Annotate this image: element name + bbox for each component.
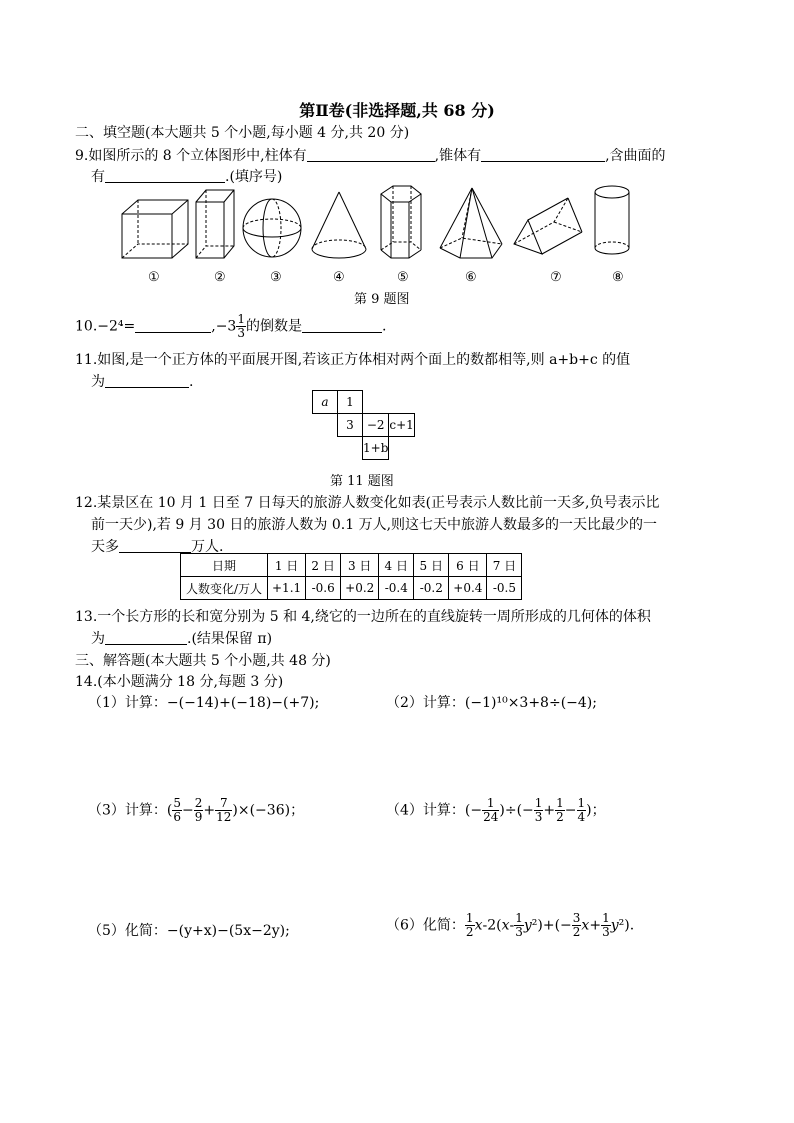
q14-p4-pre: （4）计算：(− xyxy=(386,802,483,819)
fraction-1-4: $\frac{1}{4}$ xyxy=(577,796,586,824)
fraction-3-2: $\frac{3}{2}$ xyxy=(572,911,581,939)
q10-text-c: 的倒数是 xyxy=(245,318,302,335)
question-14-heading: 14.(本小题满分 18 分,每题 3 分) xyxy=(75,674,284,690)
q12-blank[interactable] xyxy=(119,538,191,553)
cylinder-figure xyxy=(595,186,629,254)
question-11-line2 xyxy=(91,371,193,391)
fraction-1-2: $\frac{1}{2}$ xyxy=(465,911,474,939)
fraction-1-24: $\frac{1}{24}$ xyxy=(483,796,499,824)
figure-label-2: ② xyxy=(214,270,226,285)
fraction-1-2: $\frac{1}{2}$ xyxy=(556,796,564,824)
q9-blank-pyramid[interactable] xyxy=(481,147,605,162)
q9-text-a: 9.如图所示的 8 个立体图形中,柱体有 xyxy=(75,148,307,164)
section-heading-fill-in: 二、填空题(本大题共 5 个小题,每小题 4 分,共 20 分) xyxy=(75,125,410,141)
pyramid-figure xyxy=(440,188,502,258)
net-cell-a: a xyxy=(313,391,338,414)
q11-text-b: . xyxy=(189,374,194,390)
net-cell-c-plus-1: c+1 xyxy=(389,414,414,437)
q13-text-b: .(结果保留 π) xyxy=(187,631,273,647)
question-10 xyxy=(75,313,386,340)
table-row xyxy=(181,554,522,577)
net-cell-1-plus-b: 1+b xyxy=(363,437,389,460)
q12-text-a: 天多 xyxy=(91,539,119,555)
table-cell: 3 日 xyxy=(341,554,379,577)
q14-part-3: （3）计算：( $\frac{5}{6}$ − $\frac{2}{9}$ + $\frac{7}{12}$ )×(−36)； xyxy=(88,796,305,824)
sphere-figure xyxy=(243,199,301,257)
table-cell: 人数变化/万人 xyxy=(181,577,268,600)
fraction-5-6: $\frac{5}{6}$ xyxy=(173,796,182,824)
table-cell: -0.4 xyxy=(379,577,414,600)
q14-p6-post: ). xyxy=(624,917,635,934)
q14-p3-post: )×(−36)； xyxy=(232,802,305,819)
cuboid-figure xyxy=(196,190,234,258)
q10-fraction: $\frac{1}{3}$ xyxy=(237,312,245,340)
q10-text-d: . xyxy=(381,318,387,335)
tourist-table xyxy=(180,553,522,600)
q10-text-b: ,−3 xyxy=(211,318,237,335)
q10-blank-2[interactable] xyxy=(302,318,382,333)
q14-part-2: （2）计算：(−1)¹⁰×3+8÷(−4); xyxy=(386,695,597,711)
fraction-1-3: $\frac{1}{3}$ xyxy=(515,911,523,939)
cone-figure xyxy=(312,192,366,258)
figure-label-6: ⑥ xyxy=(465,270,477,285)
table-cell: -0.2 xyxy=(414,577,449,600)
q11-blank[interactable] xyxy=(105,373,189,388)
q14-p6-pre: （6）化简： xyxy=(386,917,465,934)
q14-part-4: （4）计算：(− $\frac{1}{24}$ )÷(− $\frac{1}{3}$ + $\frac{1}{2}$ − $\frac{1}{4}$ )； xyxy=(386,796,606,824)
question-13-line2 xyxy=(91,628,272,648)
figure-label-5: ⑤ xyxy=(397,270,409,285)
question-11-line1: 11.如图,是一个正方体的平面展开图,若该正方体相对两个面上的数都相等,则 a+b+c 的值 xyxy=(75,352,631,368)
q9-text-b: ,锥体有 xyxy=(434,148,482,164)
q11-text-a: 为 xyxy=(91,374,105,390)
net-cell-3: 3 xyxy=(338,414,363,437)
fraction-2-9: $\frac{2}{9}$ xyxy=(194,796,203,824)
q9-text-e: .(填序号) xyxy=(225,169,283,185)
q14-p3-pre: （3）计算：( xyxy=(88,802,173,819)
q13-text-a: 为 xyxy=(91,631,105,647)
table-cell: +1.1 xyxy=(268,577,306,600)
table-cell: 4 日 xyxy=(379,554,414,577)
triangular-prism-figure xyxy=(514,198,582,254)
question-12-line1: 12.某景区在 10 月 1 日至 7 日每天的旅游人数变化如表(正号表示人数比前一天多,负号表示比 xyxy=(75,495,660,511)
solids-figure xyxy=(110,182,650,268)
fraction-1-3: $\frac{1}{3}$ xyxy=(602,911,610,939)
table-cell: 日期 xyxy=(181,554,268,577)
net-cell-1: 1 xyxy=(338,391,363,414)
section-heading-solve: 三、解答题(本大题共 5 个小题,共 48 分) xyxy=(75,653,331,669)
q10-text-a: 10.−2⁴= xyxy=(75,318,136,335)
q9-text-d: 有 xyxy=(91,169,105,185)
table-cell: +0.4 xyxy=(449,577,487,600)
table-cell: -0.6 xyxy=(306,577,341,600)
table-cell: 1 日 xyxy=(268,554,306,577)
question-13-line1: 13.一个长方形的长和宽分别为 5 和 4,绕它的一边所在的直线旋转一周所形成的几何体的体积 xyxy=(75,609,651,625)
fraction-1-3: $\frac{1}{3}$ xyxy=(534,796,543,824)
q9-text-c: ,含曲面的 xyxy=(605,148,666,164)
table-cell: 7 日 xyxy=(487,554,522,577)
figure-9-caption: 第 9 题图 xyxy=(354,292,410,307)
q14-part-5: （5）化简：−(y+x)−(5x−2y); xyxy=(88,923,290,939)
cube-figure xyxy=(122,200,188,258)
q9-blank-curved[interactable] xyxy=(105,168,225,183)
q10-blank-1[interactable] xyxy=(135,318,211,333)
q13-blank[interactable] xyxy=(105,630,187,645)
q9-blank-prism[interactable] xyxy=(307,147,435,162)
figure-label-1: ① xyxy=(148,270,160,285)
fraction-7-12: $\frac{7}{12}$ xyxy=(216,796,232,824)
cube-net xyxy=(312,390,415,460)
q14-part-1: （1）计算：−(−14)+(−18)−(+7); xyxy=(88,695,320,711)
q12-text-b: 万人. xyxy=(191,539,224,555)
table-cell: 6 日 xyxy=(449,554,487,577)
q14-part-6: （6）化简： $\frac{1}{2}$ x-2(x- $\frac{1}{3}$ y²)+(− $\frac{3}{2}$ x+ $\frac{1}{3}$ y²). xyxy=(386,911,635,939)
figure-label-7: ⑦ xyxy=(550,270,562,285)
figure-label-8: ⑧ xyxy=(612,270,624,285)
figure-11-caption: 第 11 题图 xyxy=(330,474,394,489)
net-cell-minus2: −2 xyxy=(363,414,389,437)
q14-p4-post: )； xyxy=(586,802,606,819)
hexagonal-prism-figure xyxy=(381,186,421,258)
question-12-line2: 前一天少),若 9 月 30 日的旅游人数为 0.1 万人,则这七天中旅游人数最多的一天比最少的一 xyxy=(91,517,658,533)
table-row xyxy=(181,577,522,600)
table-cell: +0.2 xyxy=(341,577,379,600)
figure-label-4: ④ xyxy=(333,270,345,285)
table-cell: 5 日 xyxy=(414,554,449,577)
table-cell: 2 日 xyxy=(306,554,341,577)
page-title: 第Ⅱ卷(非选择题,共 68 分) xyxy=(299,101,495,120)
table-cell: -0.5 xyxy=(487,577,522,600)
question-9-line1 xyxy=(75,145,666,165)
figure-label-3: ③ xyxy=(270,270,282,285)
